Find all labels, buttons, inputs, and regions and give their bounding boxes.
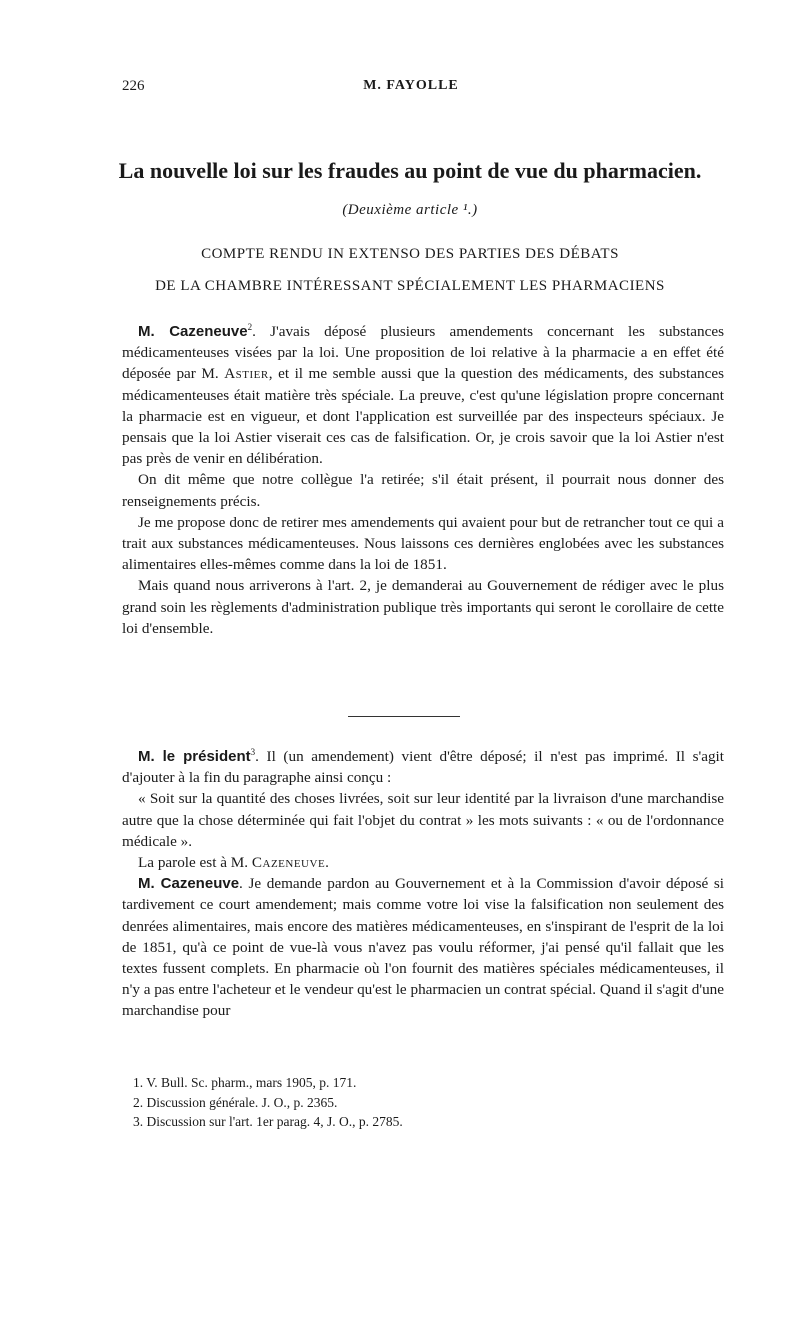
quoted-paragraph: « Soit sur la quantité des choses livrées, soit sur leur identité par la livraison d'une marchandise autre que la chose déterminée qui fait l'objet du contrat » les mots suivants : « ou de l'ordonnance médicale ». <box>122 790 724 850</box>
footnotes <box>133 1073 713 1132</box>
paragraph: Je me propose donc de retirer mes amendements qui avaient pour but de retrancher tout ce qui a trait aux substances médicamenteuses. Nous laissons ces dernières englobées avec les substances alimentaires elles-mêmes comme dans la loi de 1851. <box>122 513 724 574</box>
person-name: Cazeneuve <box>251 854 326 872</box>
debate-block-1 <box>122 321 724 639</box>
section-heading-line-1: COMPTE RENDU IN EXTENSO DES PARTIES DES DÉBATS <box>201 246 619 262</box>
speaker-name: M. Cazeneuve <box>138 323 248 340</box>
footnote: 3. Discussion sur l'art. 1er parag. 4, J. O., p. 2785. <box>133 1114 403 1129</box>
footnote-ref: 2 <box>247 321 253 332</box>
paragraph <box>122 321 724 469</box>
footnote-ref: 3 <box>250 746 256 757</box>
section-heading-line-2: DE LA CHAMBRE INTÉRESSANT SPÉCIALEMENT LES PHARMACIENS <box>155 278 665 294</box>
paragraph-text: La parole est à M. <box>138 854 252 872</box>
article-title: La nouvelle loi sur les fraudes au point de vue du pharmacien. <box>118 158 702 183</box>
speaker-name: M. le président <box>138 748 251 765</box>
page-number: 226 <box>122 78 145 94</box>
paragraph <box>122 873 724 1021</box>
paragraph <box>122 852 724 873</box>
footnote: 1. V. Bull. Sc. pharm., mars 1905, p. 171. <box>133 1075 357 1090</box>
running-head <box>122 78 700 98</box>
footnote: 2. Discussion générale. J. O., p. 2365. <box>133 1094 338 1110</box>
debate-block-2 <box>122 746 724 1022</box>
speaker-name: M. Cazeneuve <box>138 875 240 893</box>
paragraph-text: . Je demande pardon au Gouvernement et à la Commission d'avoir déposé si tardivement ce court amendement; mais comme votre loi vise la falsification non seulement des denrées alimentaires, mais encore des matières médicamenteuses, en s'inspirant de l'esprit de la loi de 1851, qu'à ce point de vue-là vous n'avez pas voulu réformer, j'ai pensé qu'il fallait que les textes fussent complets. En pharmacie où l'on fournit des matières spéciales médicamenteuses, il n'y a pas entre l'acheteur et le vendeur qu'est le pharmacien un contrat spécial. Quand il s'agit d'une marchandise pour <box>122 875 724 1020</box>
paragraph-text: . Il (un amendement) vient d'être déposé; il n'est pas imprimé. Il s'agit d'ajouter à la fin du paragraphe ainsi conçu : <box>122 748 725 787</box>
section-divider <box>348 716 460 717</box>
paragraph-text: . <box>325 854 329 872</box>
paragraph-text: . J'avais déposé plusieurs amendements concernant les substances médicamenteuses visées par la loi. Une proposition de loi relative à la pharmacie a en effet été déposée par M. <box>122 323 724 383</box>
paragraph: On dit même que notre collègue l'a retirée; s'il était présent, il pourrait nous donner des renseignements précis. <box>122 471 724 510</box>
running-title: M. FAYOLLE <box>363 78 459 93</box>
paragraph <box>122 746 724 788</box>
person-name: Astier <box>224 365 269 383</box>
paragraph: Mais quand nous arriverons à l'art. 2, je demanderai au Gouvernement de rédiger avec le plus grand soin les règlements d'administration publique très importants qui seront le corollaire de cette loi d'ensemble. <box>122 577 724 637</box>
paragraph-text: , et il me semble aussi que la question des médicaments, des substances médicamenteuses était matière très spéciale. La preuve, c'est qu'une législation propre concernant la pharmacie est en vigueur, et dont l'application est surveillée par des inspecteurs spéciaux. Je pensais que la loi Astier viserait ces cas de falsification. Or, je crois savoir que la loi Astier n'est pas près de venir en délibération. <box>122 365 725 468</box>
article-subtitle: (Deuxième article ¹.) <box>342 202 478 218</box>
